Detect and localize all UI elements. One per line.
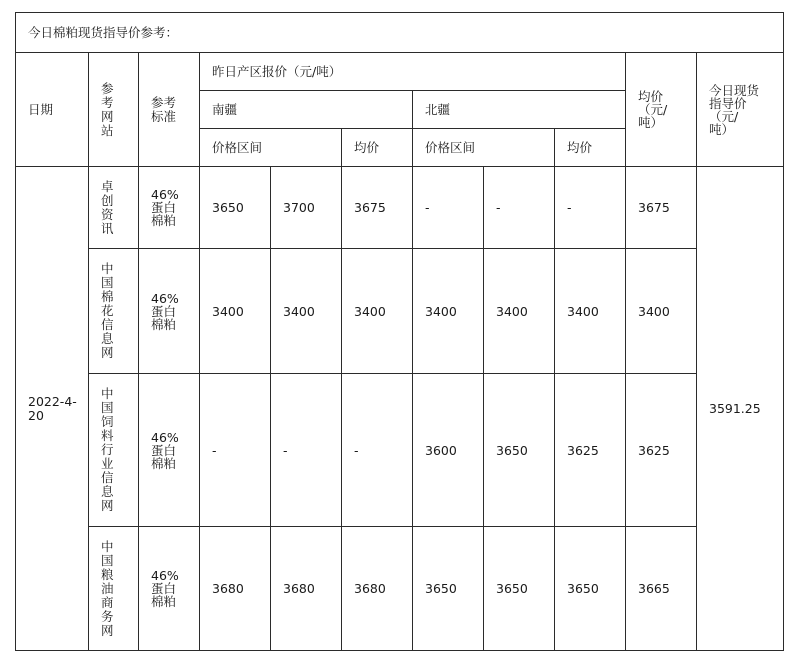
north-high-cell: 3650 bbox=[484, 374, 555, 527]
site-cell bbox=[89, 527, 139, 651]
south-avg-cell: 3400 bbox=[342, 249, 413, 374]
standard-line: 蛋白 bbox=[151, 442, 177, 458]
north-low-cell: 3650 bbox=[413, 527, 484, 651]
header-south-range bbox=[200, 129, 342, 167]
header-yesterday-quote bbox=[200, 53, 626, 91]
north-low-cell: 3600 bbox=[413, 374, 484, 527]
standard-line: 蛋白 bbox=[151, 581, 177, 596]
header-avg-price-line: 均价 bbox=[638, 89, 664, 104]
north-low-cell: - bbox=[413, 167, 484, 249]
north-high-cell: 3650 bbox=[484, 527, 555, 651]
header-north-range bbox=[413, 129, 555, 167]
header-site bbox=[89, 53, 139, 167]
table-row bbox=[16, 167, 784, 249]
price-table bbox=[15, 12, 784, 651]
south-avg-cell: 3680 bbox=[342, 527, 413, 651]
standard-line: 46% bbox=[151, 429, 179, 445]
header-date bbox=[16, 53, 89, 167]
header-avg-price-line: 吨） bbox=[638, 115, 664, 130]
standard-cell bbox=[139, 167, 200, 249]
table-title-text: 今日棉粕现货指导价参考： bbox=[28, 25, 179, 40]
header-today-price bbox=[697, 53, 784, 167]
header-avg-text: 均价 bbox=[354, 140, 380, 155]
header-site-text: 参考网站 bbox=[101, 80, 114, 138]
header-south bbox=[200, 91, 413, 129]
south-low-cell: 3680 bbox=[200, 527, 271, 651]
avg-cell: 3665 bbox=[626, 527, 697, 651]
standard-line: 46% bbox=[151, 290, 179, 306]
site-text: 卓创资讯 bbox=[101, 178, 114, 236]
site-text: 中国粮油商务网 bbox=[101, 538, 114, 638]
site-cell bbox=[89, 167, 139, 249]
standard-line: 棉粕 bbox=[151, 455, 177, 471]
header-north bbox=[413, 91, 626, 129]
site-text: 中国饲料行业信息网 bbox=[101, 386, 114, 513]
standard-cell bbox=[139, 527, 200, 651]
standard-cell bbox=[139, 249, 200, 374]
header-south-text: 南疆 bbox=[212, 102, 238, 117]
standard-line: 棉粕 bbox=[151, 316, 177, 332]
header-date-text: 日期 bbox=[28, 102, 54, 117]
header-price-range-text: 价格区间 bbox=[425, 140, 476, 155]
date-text: 2022-4-20 bbox=[28, 393, 77, 423]
south-high-cell: 3400 bbox=[271, 249, 342, 374]
south-low-cell: - bbox=[200, 374, 271, 527]
header-yesterday-quote-text: 昨日产区报价（元/吨） bbox=[212, 64, 342, 79]
north-low-cell: 3400 bbox=[413, 249, 484, 374]
header-avg-price bbox=[626, 53, 697, 167]
date-cell bbox=[16, 167, 89, 651]
header-standard bbox=[139, 53, 200, 167]
standard-line: 蛋白 bbox=[151, 303, 177, 319]
today-price-text: 3591.25 bbox=[709, 401, 761, 416]
avg-cell: 3400 bbox=[626, 249, 697, 374]
site-cell bbox=[89, 374, 139, 527]
north-avg-cell: - bbox=[555, 167, 626, 249]
north-avg-cell: 3650 bbox=[555, 527, 626, 651]
header-today-line: 今日现货 bbox=[709, 82, 760, 98]
header-today-line: （元/ bbox=[709, 108, 739, 124]
south-high-cell: - bbox=[271, 374, 342, 527]
standard-line: 棉粕 bbox=[151, 213, 177, 228]
header-avg-text: 均价 bbox=[567, 140, 593, 155]
south-high-cell: 3700 bbox=[271, 167, 342, 249]
south-low-cell: 3400 bbox=[200, 249, 271, 374]
header-north-text: 北疆 bbox=[425, 102, 451, 117]
standard-line: 蛋白 bbox=[151, 200, 177, 215]
table-row bbox=[16, 249, 784, 374]
north-high-cell: 3400 bbox=[484, 249, 555, 374]
site-cell bbox=[89, 249, 139, 374]
header-today-line: 吨） bbox=[709, 121, 735, 137]
table-title bbox=[16, 13, 784, 53]
today-price-cell bbox=[697, 167, 784, 651]
standard-cell bbox=[139, 374, 200, 527]
header-avg-price-line: （元/ bbox=[638, 102, 668, 117]
header-today-line: 指导价 bbox=[709, 95, 747, 111]
north-avg-cell: 3625 bbox=[555, 374, 626, 527]
south-avg-cell: - bbox=[342, 374, 413, 527]
standard-line: 46% bbox=[151, 187, 179, 202]
header-standard-text: 参考标准 bbox=[151, 94, 177, 124]
standard-line: 46% bbox=[151, 568, 179, 583]
header-north-avg bbox=[555, 129, 626, 167]
header-price-range-text: 价格区间 bbox=[212, 140, 263, 155]
site-text: 中国棉花信息网 bbox=[101, 261, 114, 360]
north-avg-cell: 3400 bbox=[555, 249, 626, 374]
avg-cell: 3625 bbox=[626, 374, 697, 527]
table-row bbox=[16, 374, 784, 527]
south-avg-cell: 3675 bbox=[342, 167, 413, 249]
header-south-avg bbox=[342, 129, 413, 167]
north-high-cell: - bbox=[484, 167, 555, 249]
standard-line: 棉粕 bbox=[151, 594, 177, 609]
south-high-cell: 3680 bbox=[271, 527, 342, 651]
avg-cell: 3675 bbox=[626, 167, 697, 249]
south-low-cell: 3650 bbox=[200, 167, 271, 249]
table-row bbox=[16, 527, 784, 651]
